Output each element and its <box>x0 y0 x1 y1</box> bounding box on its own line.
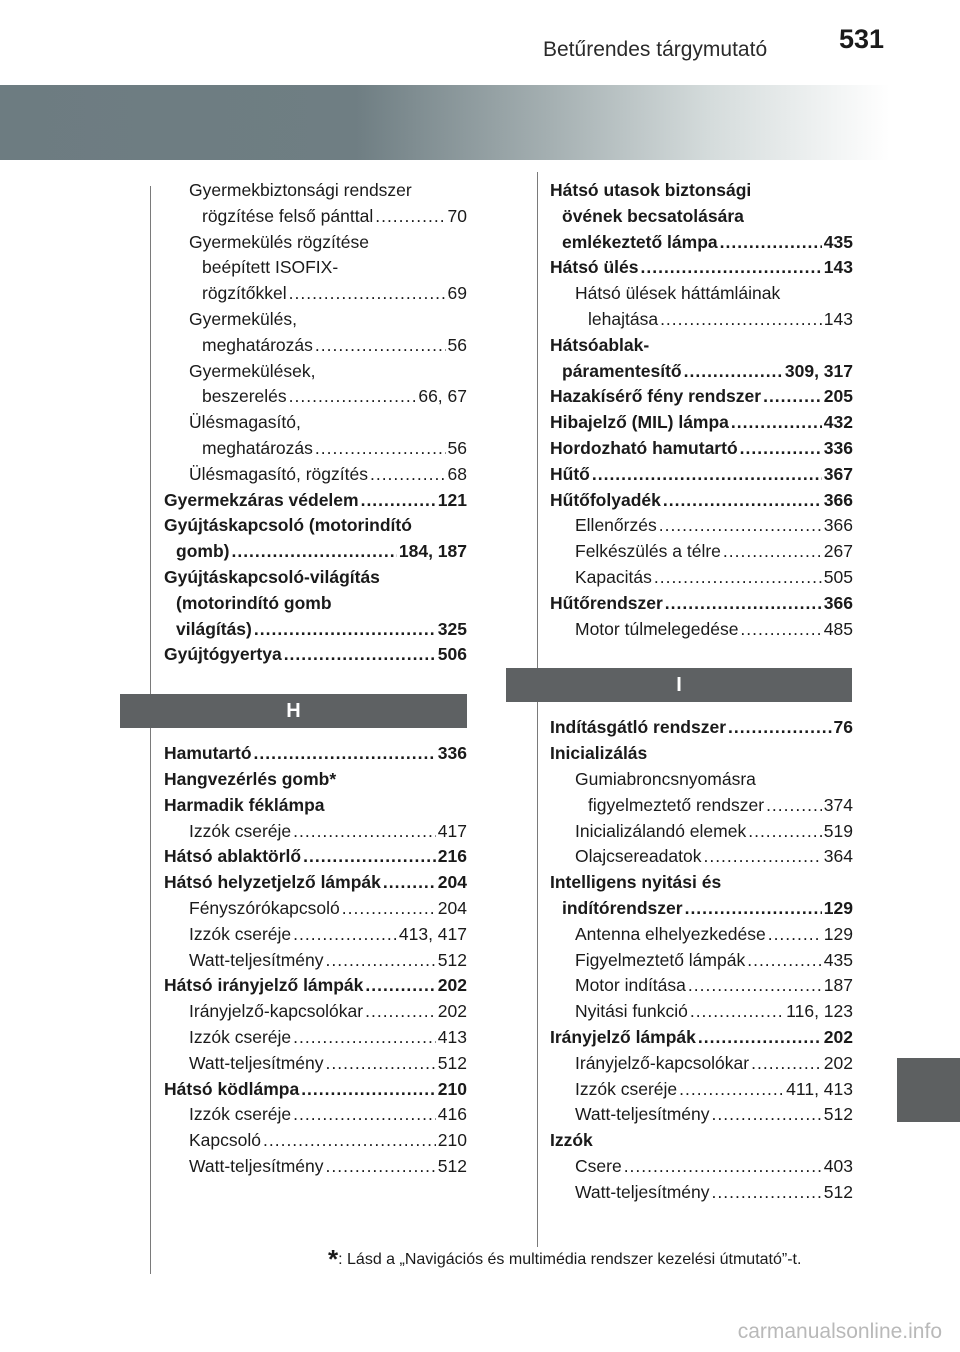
index-subentry <box>164 307 467 333</box>
entry-text: rögzítése felső pánttal <box>202 205 374 226</box>
page-reference: 374 <box>823 794 853 815</box>
entry-text: Irányjelző lámpák <box>550 1026 696 1047</box>
page-reference: 202 <box>437 975 467 996</box>
entry-text: Hátsó ablaktörlő <box>164 846 302 867</box>
page-reference: 202 <box>823 1026 853 1047</box>
page-reference: 413, 417 <box>398 923 467 944</box>
middle-column-rule <box>537 172 538 1247</box>
index-subentry <box>164 1051 467 1077</box>
dot-leader <box>361 488 436 514</box>
page-reference: 210 <box>437 1130 467 1151</box>
page-reference: 325 <box>437 618 467 639</box>
index-subentry <box>164 999 467 1025</box>
entry-text: Watt-teljesítmény <box>189 1052 324 1073</box>
left-column-rule <box>150 186 151 1274</box>
entry-text: meghatározás <box>202 334 313 355</box>
dot-leader <box>688 973 822 999</box>
index-subentry <box>164 896 467 922</box>
dot-leader <box>659 513 822 539</box>
index-entry <box>550 1025 853 1051</box>
page-reference: 202 <box>823 1052 853 1073</box>
dot-leader <box>284 642 436 668</box>
entry-text: Gyermekzáras védelem <box>164 489 359 510</box>
dot-leader <box>383 870 436 896</box>
entry-text: Gyújtáskapcsoló-világítás <box>164 566 380 587</box>
index-subentry <box>550 539 853 565</box>
watermark: carmanualsonline.info <box>737 1320 942 1343</box>
page-reference: 129 <box>823 897 853 918</box>
entry-text: páramentesítő <box>562 360 682 381</box>
header-band <box>0 85 890 160</box>
index-entry <box>550 178 853 204</box>
index-subentry <box>550 1180 853 1206</box>
entry-text: Motor indítása <box>575 975 686 996</box>
dot-leader <box>289 384 417 410</box>
page-reference: 519 <box>823 820 853 841</box>
index-entry <box>550 384 853 410</box>
dot-leader <box>641 255 822 281</box>
entry-text: Izzók cseréje <box>189 923 292 944</box>
page-number: 531 <box>838 24 884 54</box>
dot-leader <box>731 410 822 436</box>
page-reference: 505 <box>823 566 853 587</box>
dot-leader <box>698 1025 822 1051</box>
page-reference: 204 <box>437 872 467 893</box>
dot-leader <box>231 539 396 565</box>
index-column-1 <box>164 178 467 1180</box>
page-reference: 121 <box>437 489 467 510</box>
index-subentry <box>164 1128 467 1154</box>
spacer <box>164 728 467 741</box>
entry-text: övének becsatolására <box>562 205 744 226</box>
entry-text: Inicializálandó elemek <box>575 820 747 841</box>
index-subentry <box>550 1102 853 1128</box>
index-subentry <box>164 230 467 256</box>
dot-leader <box>326 1051 436 1077</box>
dot-leader <box>254 617 436 643</box>
dot-leader <box>663 488 822 514</box>
page-reference: 512 <box>437 1052 467 1073</box>
page-reference: 56 <box>447 437 467 458</box>
dot-leader <box>740 617 821 643</box>
entry-text: gomb) <box>176 541 230 562</box>
entry-text: Gyermekülés, <box>189 308 297 329</box>
dot-leader <box>263 1128 436 1154</box>
entry-text: beszerelés <box>202 386 287 407</box>
index-entry <box>550 204 853 230</box>
index-subentry <box>550 999 853 1025</box>
index-subentry <box>550 844 853 870</box>
index-entry <box>164 973 467 999</box>
entry-text: Izzók cseréje <box>189 1026 292 1047</box>
entry-text: Hűtőrendszer <box>550 592 663 613</box>
page-reference: 76 <box>833 717 853 738</box>
page-reference: 216 <box>437 846 467 867</box>
index-subentry <box>164 462 467 488</box>
index-subentry <box>164 255 467 281</box>
page-reference: 417 <box>437 820 467 841</box>
index-entry <box>550 591 853 617</box>
dot-leader <box>654 565 822 591</box>
page-reference: 56 <box>447 334 467 355</box>
page-reference: 512 <box>437 1155 467 1176</box>
index-entry <box>550 741 853 767</box>
page-reference: 413 <box>437 1026 467 1047</box>
entry-text: Kapcsoló <box>189 1130 261 1151</box>
entry-text: Izzók cseréje <box>189 1104 292 1125</box>
dot-leader <box>315 333 446 359</box>
entry-text: emlékeztető lámpa <box>562 231 718 252</box>
dot-leader <box>301 1077 436 1103</box>
index-entry <box>550 333 853 359</box>
dot-leader <box>747 948 822 974</box>
entry-text: Hibajelző (MIL) lámpa <box>550 412 729 433</box>
index-subentry <box>164 359 467 385</box>
dot-leader <box>293 819 436 845</box>
entry-text: Hordozható hamutartó <box>550 437 738 458</box>
entry-text: Irányjelző-kapcsolókar <box>575 1052 750 1073</box>
dot-leader <box>289 281 446 307</box>
dot-leader <box>665 591 822 617</box>
page-reference: 184, 187 <box>398 541 467 562</box>
index-subentry <box>164 922 467 948</box>
dot-leader <box>712 1102 822 1128</box>
entry-text: Hangvezérlés gomb* <box>164 768 337 789</box>
entry-text: (motorindító gomb <box>176 592 332 613</box>
page-reference: 366 <box>823 515 853 536</box>
entry-text: Izzók cseréje <box>575 1078 678 1099</box>
page-reference: 205 <box>823 386 853 407</box>
page-reference: 432 <box>823 412 853 433</box>
page-reference: 129 <box>823 923 853 944</box>
dot-leader <box>660 307 822 333</box>
entry-text: Hátsó irányjelző lámpák <box>164 975 364 996</box>
index-entry <box>164 488 467 514</box>
index-entry <box>164 741 467 767</box>
index-subentry <box>550 513 853 539</box>
page-reference: 204 <box>437 897 467 918</box>
index-entry <box>550 230 853 256</box>
entry-text: Antenna elhelyezkedése <box>575 923 766 944</box>
index-subentry <box>550 1077 853 1103</box>
page-reference: 336 <box>823 437 853 458</box>
dot-leader <box>740 436 822 462</box>
index-entry <box>550 359 853 385</box>
index-subentry <box>164 281 467 307</box>
entry-text: Irányjelző-kapcsolókar <box>189 1001 364 1022</box>
entry-text: Nyitási funkció <box>575 1001 688 1022</box>
index-subentry <box>550 819 853 845</box>
index-entry <box>164 793 467 819</box>
index-subentry <box>164 819 467 845</box>
page-reference: 143 <box>823 308 853 329</box>
page-reference: 364 <box>823 846 853 867</box>
index-subentry <box>550 307 853 333</box>
entry-text: Hátsó ülés <box>550 257 639 278</box>
entry-text: Kapacitás <box>575 566 652 587</box>
page-reference: 68 <box>447 463 467 484</box>
index-entry <box>164 565 467 591</box>
dot-leader <box>342 896 436 922</box>
dot-leader <box>375 204 445 230</box>
page-reference: 70 <box>447 205 467 226</box>
page-reference: 435 <box>823 949 853 970</box>
footnote-marker: * <box>328 1244 339 1274</box>
page-reference: 366 <box>823 489 853 510</box>
index-subentry <box>550 973 853 999</box>
index-entry <box>164 767 467 793</box>
dot-leader <box>293 1102 436 1128</box>
index-entry <box>164 513 467 539</box>
page-reference: 69 <box>447 283 467 304</box>
index-subentry <box>164 204 467 230</box>
index-subentry <box>550 565 853 591</box>
index-column-2 <box>550 178 853 1205</box>
index-subentry <box>550 948 853 974</box>
index-subentry <box>550 281 853 307</box>
index-subentry <box>550 922 853 948</box>
entry-text: Hátsó helyzetjelző lámpák <box>164 872 381 893</box>
entry-text: Hamutartó <box>164 743 252 764</box>
entry-text: Csere <box>575 1155 622 1176</box>
section-tab-marker <box>897 1058 960 1122</box>
index-subentry <box>164 384 467 410</box>
entry-text: figyelmeztető rendszer <box>588 794 765 815</box>
index-entry <box>164 539 467 565</box>
dot-leader <box>370 462 446 488</box>
entry-text: Hazakísérő fény rendszer <box>550 386 762 407</box>
index-entry <box>550 715 853 741</box>
dot-leader <box>293 922 397 948</box>
dot-leader <box>748 819 822 845</box>
page-reference: 403 <box>823 1155 853 1176</box>
index-entry <box>164 642 467 668</box>
page-reference: 336 <box>437 743 467 764</box>
page-reference: 512 <box>823 1104 853 1125</box>
index-entry <box>550 870 853 896</box>
page-reference: 435 <box>823 231 853 252</box>
dot-leader <box>763 384 822 410</box>
page-reference: 416 <box>437 1104 467 1125</box>
page-reference: 506 <box>437 644 467 665</box>
entry-text: Izzók <box>550 1130 593 1151</box>
entry-text: Hűtőfolyadék <box>550 489 661 510</box>
entry-text: Gyermekülések, <box>189 360 316 381</box>
dot-leader <box>728 715 832 741</box>
entry-text: Indításgátló rendszer <box>550 717 727 738</box>
index-subentry <box>550 1154 853 1180</box>
dot-leader <box>293 1025 436 1051</box>
page-reference: 210 <box>437 1078 467 1099</box>
dot-leader <box>690 999 784 1025</box>
page-reference: 202 <box>437 1001 467 1022</box>
index-entry <box>164 1077 467 1103</box>
page-reference: 66, 67 <box>418 386 467 407</box>
index-entry <box>550 462 853 488</box>
entry-text: meghatározás <box>202 437 313 458</box>
entry-text: Gyermekülés rögzítése <box>189 231 369 252</box>
spacer <box>550 702 853 715</box>
dot-leader <box>326 1154 436 1180</box>
index-subentry <box>164 1102 467 1128</box>
entry-text: Watt-teljesítmény <box>575 1181 710 1202</box>
entry-text: világítás) <box>176 618 252 639</box>
entry-text: Gyújtógyertya <box>164 644 282 665</box>
index-entry <box>550 255 853 281</box>
index-entry <box>164 591 467 617</box>
entry-text: Watt-teljesítmény <box>575 1104 710 1125</box>
entry-text: Motor túlmelegedése <box>575 618 739 639</box>
entry-text: Ellenőrzés <box>575 515 657 536</box>
page-reference: 116, 123 <box>786 1001 853 1022</box>
page-reference: 309, 317 <box>784 360 853 381</box>
entry-text: Hátsó utasok biztonsági <box>550 180 752 200</box>
page-reference: 512 <box>437 949 467 970</box>
entry-text: Intelligens nyitási és <box>550 872 722 893</box>
entry-text: Hátsóablak- <box>550 334 650 355</box>
dot-leader <box>720 230 822 256</box>
entry-text: Harmadik féklámpa <box>164 794 325 815</box>
index-subentry <box>164 1154 467 1180</box>
dot-leader <box>751 1051 822 1077</box>
dot-leader <box>723 539 822 565</box>
page-reference: 187 <box>823 975 853 996</box>
dot-leader <box>768 922 822 948</box>
dot-leader <box>303 844 436 870</box>
index-subentry <box>550 1051 853 1077</box>
entry-text: Watt-teljesítmény <box>189 949 324 970</box>
entry-text: Fényszórókapcsoló <box>189 897 340 918</box>
dot-leader <box>315 436 446 462</box>
dot-leader <box>685 896 822 922</box>
entry-text: Gyújtáskapcsoló (motorindító <box>164 515 412 536</box>
page-reference: 411, 413 <box>786 1078 853 1099</box>
entry-text: lehajtása <box>588 308 659 329</box>
entry-text: Hátsó ülések háttámláinak <box>575 283 781 304</box>
index-subentry <box>164 1025 467 1051</box>
index-entry <box>550 1128 853 1154</box>
dot-leader <box>703 844 821 870</box>
page-reference: 143 <box>823 257 853 278</box>
index-subentry <box>164 333 467 359</box>
page-reference: 267 <box>823 541 853 562</box>
dot-leader <box>365 973 435 999</box>
entry-text: Hátsó ködlámpa <box>164 1078 300 1099</box>
index-entry <box>164 870 467 896</box>
entry-text: beépített ISOFIX- <box>202 257 339 278</box>
dot-leader <box>254 741 436 767</box>
entry-text: rögzítőkkel <box>202 283 287 304</box>
index-entry <box>550 410 853 436</box>
page-reference: 366 <box>823 592 853 613</box>
dot-leader <box>326 948 436 974</box>
index-subentry <box>550 793 853 819</box>
entry-text: Ülésmagasító, <box>189 412 301 433</box>
index-entry <box>550 436 853 462</box>
letter-heading: I <box>506 668 852 702</box>
entry-text: Figyelmeztető lámpák <box>575 949 746 970</box>
page-reference: 367 <box>823 463 853 484</box>
index-subentry <box>550 767 853 793</box>
footnote <box>328 1244 801 1275</box>
dot-leader <box>624 1154 822 1180</box>
entry-text: Gumiabroncsnyomásra <box>575 768 756 789</box>
entry-text: Ülésmagasító, rögzítés <box>189 463 368 484</box>
entry-text: Olajcsereadatok <box>575 846 702 867</box>
dot-leader <box>592 462 822 488</box>
dot-leader <box>365 999 436 1025</box>
page-reference: 512 <box>823 1181 853 1202</box>
index-subentry <box>164 436 467 462</box>
footnote-text: : Lásd a „Navigációs és multimédia rendszer kezelési útmutató”-t. <box>338 1251 802 1268</box>
index-subentry <box>164 948 467 974</box>
entry-text: Gyermekbiztonsági rendszer <box>189 180 412 200</box>
index-subentry <box>164 410 467 436</box>
entry-text: Inicializálás <box>550 743 648 764</box>
page-reference: 485 <box>823 618 853 639</box>
entry-text: Watt-teljesítmény <box>189 1155 324 1176</box>
index-subentry <box>550 617 853 643</box>
dot-leader <box>766 793 822 819</box>
spacer <box>164 668 467 694</box>
index-subentry <box>164 178 467 204</box>
index-entry <box>164 617 467 643</box>
dot-leader <box>679 1077 784 1103</box>
entry-text: Felkészülés a télre <box>575 541 721 562</box>
dot-leader <box>712 1180 822 1206</box>
section-title: Betűrendes tárgymutató <box>543 38 768 61</box>
entry-text: Izzók cseréje <box>189 820 292 841</box>
entry-text: indítórendszer <box>562 897 683 918</box>
index-entry <box>550 896 853 922</box>
letter-heading: H <box>120 694 467 728</box>
spacer <box>550 642 853 668</box>
entry-text: Hűtő <box>550 463 590 484</box>
index-entry <box>550 488 853 514</box>
dot-leader <box>684 359 783 385</box>
index-entry <box>164 844 467 870</box>
